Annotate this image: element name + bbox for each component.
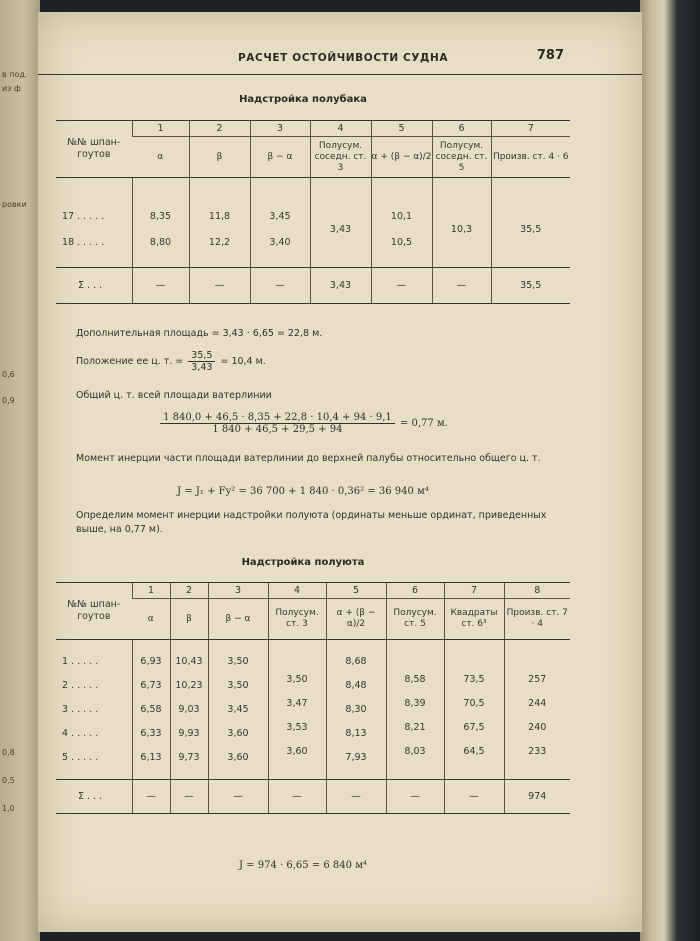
table-cell: 8,21 bbox=[404, 721, 426, 733]
column-squares bbox=[444, 640, 504, 780]
row-label: 17 . . . . . bbox=[62, 211, 105, 222]
running-head-title: РАСЧЕТ ОСТОЙЧИВОСТИ СУДНА bbox=[238, 52, 449, 64]
table-cell: 6,93 bbox=[140, 655, 162, 667]
column-header: Полусум. соседн. ст. 5 bbox=[432, 137, 491, 178]
left-page-fragment: из ф bbox=[2, 84, 21, 93]
row-label: Σ . . . bbox=[56, 780, 132, 814]
table-cell: — bbox=[444, 780, 504, 814]
table-cell: 3,53 bbox=[286, 721, 308, 733]
row-label: 3 . . . . . bbox=[62, 703, 99, 715]
table-cell: — bbox=[132, 268, 189, 304]
row-label: Σ . . . bbox=[56, 268, 132, 304]
cg-formula bbox=[38, 412, 568, 435]
left-page-edge bbox=[0, 0, 40, 941]
column-number: 4 bbox=[268, 583, 326, 599]
left-page-fragment: ровки bbox=[2, 200, 27, 209]
column-halfsum5 bbox=[386, 640, 444, 780]
column-header: β bbox=[189, 137, 250, 178]
column-beta bbox=[170, 640, 208, 780]
table-cell: 974 bbox=[504, 780, 570, 814]
table-row bbox=[56, 204, 570, 230]
table-cell: 3,60 bbox=[227, 751, 249, 763]
forecastle-table bbox=[56, 120, 570, 304]
define-paragraph: Определим момент инерции надстройки полуюта (ординаты меньше ординат, приведенных выше, на 0,77 м). bbox=[76, 510, 547, 535]
table-cell: 67,5 bbox=[463, 721, 485, 733]
poop-table bbox=[56, 582, 570, 814]
column-number: 5 bbox=[326, 583, 386, 599]
table-cell: 8,48 bbox=[345, 679, 367, 691]
table-cell: 3,50 bbox=[227, 679, 249, 691]
table-cell: 3,47 bbox=[286, 697, 308, 709]
table-cell: 35,5 bbox=[491, 204, 570, 256]
row-label: 2 . . . . . bbox=[62, 679, 99, 691]
table-cell: 3,50 bbox=[227, 655, 249, 667]
table-cell: 233 bbox=[528, 745, 547, 757]
left-page-fragment: 0,8 bbox=[2, 748, 15, 757]
column-number: 2 bbox=[189, 121, 250, 137]
column-header: α + (β − α)/2 bbox=[371, 137, 432, 178]
table-cell: 12,2 bbox=[189, 230, 250, 256]
column-header: Произв. ст. 7 · 4 bbox=[504, 599, 570, 640]
position-fraction bbox=[188, 350, 215, 373]
fraction-numerator: 35,5 bbox=[188, 350, 215, 362]
table-cell: 3,40 bbox=[250, 230, 310, 256]
extra-area-line: Дополнительная площадь = 3,43 · 6,65 = 22,8 м. bbox=[76, 328, 323, 339]
table-cell: 8,80 bbox=[132, 230, 189, 256]
column-header: β − α bbox=[208, 599, 268, 640]
table-cell: 240 bbox=[528, 721, 547, 733]
column-number: 6 bbox=[386, 583, 444, 599]
column-number: 4 bbox=[310, 121, 371, 137]
table-cell: 8,30 bbox=[345, 703, 367, 715]
table-cell: 35,5 bbox=[491, 268, 570, 304]
column-number: 2 bbox=[170, 583, 208, 599]
sum-row bbox=[56, 780, 570, 814]
cg-result: = 0,77 м. bbox=[399, 418, 448, 429]
table-cell: — bbox=[250, 268, 310, 304]
column-number: 3 bbox=[208, 583, 268, 599]
table-cell: 6,73 bbox=[140, 679, 162, 691]
table-cell: 8,13 bbox=[345, 727, 367, 739]
row-label: 4 . . . . . bbox=[62, 727, 99, 739]
column-number: 1 bbox=[132, 121, 189, 137]
fraction-numerator: 1 840,0 + 46,5 · 8,35 + 22,8 · 10,4 + 94 · 9,1 bbox=[160, 412, 395, 424]
table-cell: 3,50 bbox=[286, 673, 308, 685]
row-label: 18 . . . . . bbox=[62, 237, 105, 248]
left-page-fragment: 0,9 bbox=[2, 396, 15, 405]
table-cell: 9,73 bbox=[178, 751, 200, 763]
table-cell: — bbox=[170, 780, 208, 814]
page-number: 787 bbox=[536, 48, 564, 63]
table-cell: — bbox=[371, 268, 432, 304]
table-cell: 244 bbox=[528, 697, 547, 709]
column-halfsum3 bbox=[268, 640, 326, 780]
column-number: 5 bbox=[371, 121, 432, 137]
column-header: Полусум. ст. 3 bbox=[268, 599, 326, 640]
table1-title: Надстройка полубака bbox=[239, 94, 367, 105]
row-header: №№ шпан-гоутов bbox=[56, 583, 132, 640]
table-cell: 64,5 bbox=[463, 745, 485, 757]
moment-paragraph: Момент инерции части площади ватерлинии до верхней палубы относительно общего ц. т. bbox=[76, 453, 541, 464]
table-cell: 8,03 bbox=[404, 745, 426, 757]
table-cell: 3,43 bbox=[310, 204, 371, 256]
column-header: α bbox=[132, 599, 170, 640]
column-header: β − α bbox=[250, 137, 310, 178]
final-formula: J = 974 · 6,65 = 6 840 м⁴ bbox=[239, 860, 367, 871]
column-header: Полусум. ст. 5 bbox=[386, 599, 444, 640]
column-number: 3 bbox=[250, 121, 310, 137]
left-page-fragment: 0,5 bbox=[2, 776, 15, 785]
column-header: Полусум. соседн. ст. 3 bbox=[310, 137, 371, 178]
running-head bbox=[38, 48, 642, 75]
table-cell: 6,58 bbox=[140, 703, 162, 715]
column-header: α bbox=[132, 137, 189, 178]
table-cell: 10,5 bbox=[371, 230, 432, 256]
table-cell: 6,13 bbox=[140, 751, 162, 763]
row-label: 1 . . . . . bbox=[62, 655, 99, 667]
table-cell: 3,60 bbox=[286, 745, 308, 757]
left-page-fragment: в под. bbox=[2, 70, 28, 79]
table-cell: 10,23 bbox=[175, 679, 203, 691]
table-cell: 10,43 bbox=[175, 655, 203, 667]
column-header: Произв. ст. 4 · 6 bbox=[491, 137, 570, 178]
position-suffix: = 10,4 м. bbox=[220, 356, 266, 367]
data-block bbox=[56, 640, 570, 780]
table-cell: — bbox=[208, 780, 268, 814]
table-cell: 257 bbox=[528, 673, 547, 685]
table-cell: 3,45 bbox=[250, 204, 310, 230]
left-page-fragment: 1,0 bbox=[2, 804, 15, 813]
table-cell: — bbox=[326, 780, 386, 814]
table-cell: 73,5 bbox=[463, 673, 485, 685]
table-cell: 7,93 bbox=[345, 751, 367, 763]
table-cell: 70,5 bbox=[463, 697, 485, 709]
table-cell: — bbox=[268, 780, 326, 814]
row-header: №№ шпан-гоутов bbox=[56, 121, 132, 178]
column-alpha bbox=[132, 640, 170, 780]
column-header: Квадраты ст. 6³ bbox=[444, 599, 504, 640]
table-cell: 6,33 bbox=[140, 727, 162, 739]
table-cell: — bbox=[432, 268, 491, 304]
table-cell: 9,93 bbox=[178, 727, 200, 739]
common-cg-line: Общий ц. т. всей площади ватерлинии bbox=[76, 390, 272, 401]
table-cell: 11,8 bbox=[189, 204, 250, 230]
column-product bbox=[504, 640, 570, 780]
column-mid bbox=[326, 640, 386, 780]
column-diff bbox=[208, 640, 268, 780]
column-number: 7 bbox=[491, 121, 570, 137]
table-cell: — bbox=[386, 780, 444, 814]
sum-row bbox=[56, 268, 570, 304]
book-edge bbox=[640, 0, 700, 941]
table-cell: — bbox=[132, 780, 170, 814]
table-cell: 3,43 bbox=[310, 268, 371, 304]
table-cell: 8,58 bbox=[404, 673, 426, 685]
column-number: 1 bbox=[132, 583, 170, 599]
table-cell: 3,60 bbox=[227, 727, 249, 739]
row-labels bbox=[56, 640, 132, 780]
table-cell: 10,1 bbox=[371, 204, 432, 230]
column-header: α + (β − α)/2 bbox=[326, 599, 386, 640]
table2-title: Надстройка полуюта bbox=[241, 557, 365, 568]
row-label: 5 . . . . . bbox=[62, 751, 99, 763]
fraction-denominator: 3,43 bbox=[191, 362, 213, 373]
table-cell: 8,35 bbox=[132, 204, 189, 230]
left-page-fragment: 0,6 bbox=[2, 370, 15, 379]
book-page bbox=[38, 12, 642, 932]
table-cell: 8,39 bbox=[404, 697, 426, 709]
table-cell: 9,03 bbox=[178, 703, 200, 715]
position-prefix: Положение ее ц. т. = bbox=[76, 356, 184, 367]
moment-formula: J = J₁ + Fy² = 36 700 + 1 840 · 0,36² = 36 940 м⁴ bbox=[177, 486, 429, 497]
table-cell: 8,68 bbox=[345, 655, 367, 667]
fraction-denominator: 1 840 + 46,5 + 29,5 + 94 bbox=[212, 424, 343, 435]
table-cell: — bbox=[189, 268, 250, 304]
cg-fraction bbox=[160, 412, 395, 435]
column-number: 8 bbox=[504, 583, 570, 599]
column-header: β bbox=[170, 599, 208, 640]
table-cell: 3,45 bbox=[227, 703, 249, 715]
column-number: 7 bbox=[444, 583, 504, 599]
position-line bbox=[76, 350, 266, 373]
table-cell: 10,3 bbox=[432, 204, 491, 256]
column-number: 6 bbox=[432, 121, 491, 137]
